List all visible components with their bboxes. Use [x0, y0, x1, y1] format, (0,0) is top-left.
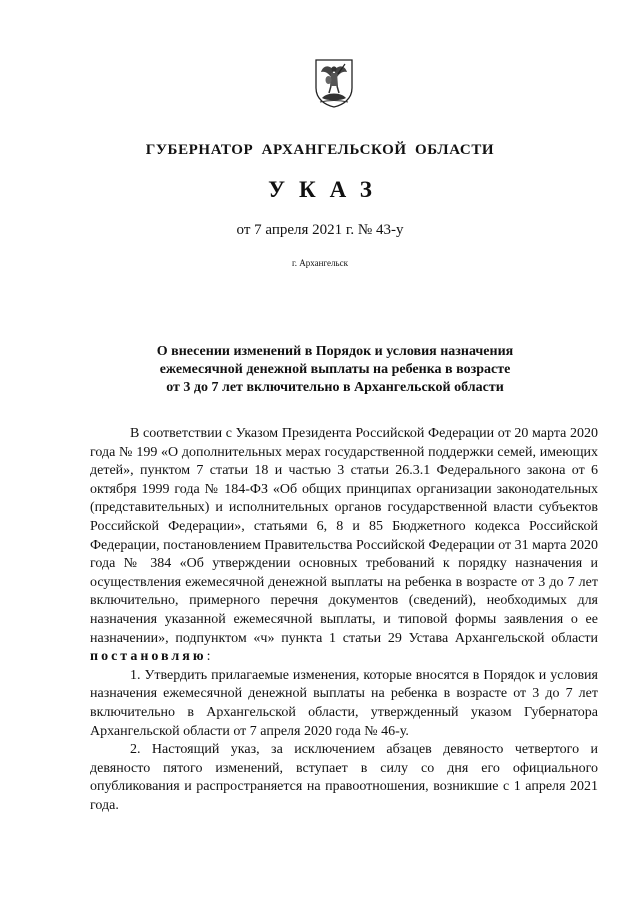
preamble-colon: : — [206, 649, 211, 665]
preamble-text: В соответствии с Указом Президента Российской Федерации от 20 марта 2020 года № 199 «О дополнительных мерах государственной поддержки семей, имеющих детей», пунктом 7 статьи 18 и частью 3 статьи 26.3.1 Федерального закона от 6 октября 1999 года № 184-ФЗ «Об общих принципах организации законодательных (представительных) и исполнительных органов государственной власти субъектов Российской Федерации», статьями 6, 8 и 85 Бюджетного кодекса Российской Федерации, постановлением Правительства Российской Федерации от 31 марта 2020 года № 384 «Об утверждении основных требований к порядку назначения и осуществления ежемесячной денежной выплаты на ребенка в возрасте от 3 до 7 лет включительно, примерного перечня документов (сведений), необходимых для назначения указанной ежемесячной выплаты, и типовой формы заявления о ее назначении», подпунктом «ч» пункта 1 статьи 29 Устава Архангельской области — [90, 426, 598, 646]
title-line: О внесении изменений в Порядок и условия назначения — [156, 344, 514, 359]
document-date-number: от 7 апреля 2021 г. № 43-у — [236, 222, 404, 238]
title-line: ежемесячной денежной выплаты на ребенка в возрасте — [159, 362, 511, 377]
coat-of-arms-icon — [314, 58, 354, 108]
document-body — [90, 425, 598, 815]
title-line: от 3 до 7 лет включительно в Архангельской области — [166, 380, 504, 395]
decree-word: постановляю — [90, 649, 207, 665]
issuing-authority: ГУБЕРНАТОР АРХАНГЕЛЬСКОЙ ОБЛАСТИ — [145, 142, 495, 158]
document-title — [100, 343, 570, 397]
document-city: г. Архангельск — [292, 258, 348, 268]
document-type: УКАЗ — [268, 177, 386, 202]
clause-1-paragraph: 1. Утвердить прилагаемые изменения, которые вносятся в Порядок и условия назначения ежемесячной денежной выплаты на ребенка в возрасте от 3 до 7 лет включительно в Архангельской области, утвержденный указом Губернатора Архангельской области от 7 апреля 2020 года № 46-у. — [90, 667, 598, 739]
clause-2-paragraph: 2. Настоящий указ, за исключением абзацев девяносто четвертого и девяносто пятого изменений, вступает в силу со дня его официального опубликования и распространяется на правоотношения, возникшие с 1 апреля 2021 года. — [90, 742, 598, 813]
preamble-paragraph — [90, 425, 598, 667]
